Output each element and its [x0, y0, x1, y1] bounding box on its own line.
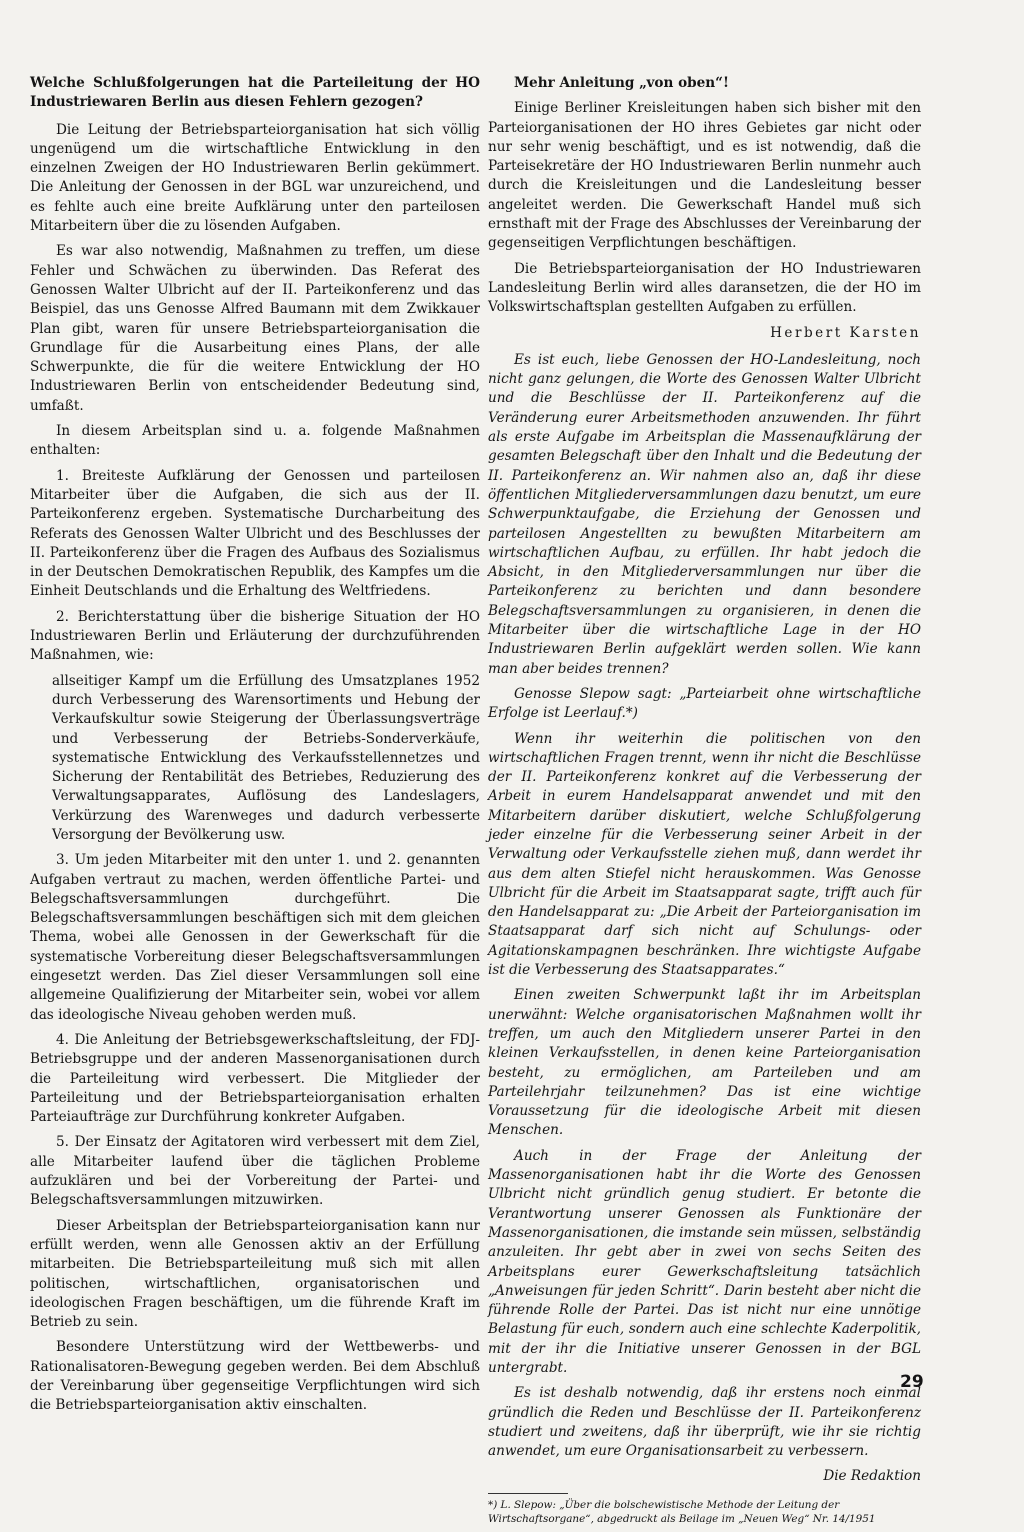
editorial-paragraph-1: Es ist euch, liebe Genossen der HO-Landesleitung, noch nicht ganz gelungen, die Worte des Genossen Walter Ulbricht und die Beschlüsse der II. Parteikonferenz auf die Veränderung eurer Arbeitsmethoden anzuwenden. Ihr führt als erste Aufgabe im Arbeitsplan die Massenaufklärung der gesamten Belegschaft über den Inhalt und die Bedeutung der II. Parteikonferenz an. Wir nahmen also an, daß ihr diese öffentlichen Mitgliederversammlungen dazu benutzt, um eure Schwerpunktaufgabe, die Erziehung der Genossen und parteilosen Angestellten zu bewußten Mitarbeitern am wirtschaftlichen Aufbau, zu erfüllen. Ihr habt jedoch die Absicht, in den Mitgliederversammlungen nur über die Parteikonferenz zu berichten und dann besondere Belegschaftsversammlungen zu organisieren, in denen die Mitarbeiter über die wirtschaftliche Lage in der HO Industriewaren Berlin aufgeklärt werden sollen. Wie kann man aber beides trennen?	[488, 351, 921, 677]
left-paragraph-1: Die Leitung der Betriebsparteiorganisation hat sich völlig ungenügend um die wirtschaftliche Entwicklung in den einzelnen Zweigen der HO Industriewaren Berlin gekümmert. Die Anleitung der Genossen in der BGL war unzureichend, und es fehlte auch eine breite Aufklärung unter den parteilosen Mitarbeitern über die zu lösenden Aufgaben.	[30, 121, 480, 235]
right-paragraph-2: Die Betriebsparteiorganisation der HO Industriewaren Landesleitung Berlin wird alles daransetzen, die der HO im Volkswirtschaftsplan gestellten Aufgaben zu erfüllen.	[488, 260, 921, 316]
editorial-paragraph-4: Einen zweiten Schwerpunkt laßt ihr im Arbeitsplan unerwähnt: Welche organisatorischen Maßnahmen wollt ihr treffen, um auch den Mitgliedern unserer Partei in den kleinen Verkaufsstellen, in denen keine Parteiorganisation besteht, zu ermöglichen, am Parteileben und am Parteilehrjahr teilzunehmen? Das ist eine wichtige Voraussetzung für die ideologische Arbeit mit diesen Menschen.	[488, 987, 921, 1139]
right-column	[488, 74, 921, 1532]
page-number: 29	[900, 1372, 924, 1392]
editorial-comment	[488, 351, 921, 1462]
editorial-signature: Die Redaktion	[823, 1468, 921, 1485]
list-item-3: 3. Um jeden Mitarbeiter mit den unter 1. und 2. genannten Aufgaben vertraut zu machen, werden öffentliche Partei- und Belegschaftsversammlungen durchgeführt. Die Belegschaftsversammlungen beschäftigen sich mit dem gleichen Thema, wobei alle Genossen in der Gewerkschaft für die systematische Vorbereitung dieser Belegschaftsversammlungen eingesetzt werden. Das Ziel dieser Versammlungen soll eine allgemeine Qualifizierung der Mitarbeiter sein, wobei vor allem das ideologische Niveau gehoben werden muß.	[30, 852, 480, 1023]
list-item-5: 5. Der Einsatz der Agitatoren wird verbessert mit dem Ziel, alle Mitarbeiter laufend über die täglichen Probleme aufzuklären und bei der Vorbereitung der Partei- und Belegschaftsversammlungen mitzuwirken.	[30, 1134, 480, 1209]
editorial-paragraph-6: Es ist deshalb notwendig, daß ihr erstens noch einmal gründlich die Reden und Beschlüsse der II. Parteikonferenz studiert und zweitens, daß ihr überprüft, wie ihr sie richtig anwendet, um eure Organisationsarbeit zu verbessern.	[488, 1385, 921, 1460]
left-heading: Welche Schlußfolgerungen hat die Parteileitung der HO Industriewaren Berlin aus diesen Fehlern gezogen?	[30, 75, 480, 111]
left-paragraph-closing-1: Dieser Arbeitsplan der Betriebsparteiorganisation kann nur erfüllt werden, wenn alle Genossen aktiv an der Erfüllung mitarbeiten. Die Betriebsparteileitung muß sich mit allen politischen, wirtschaftlichen, organisatorischen und ideologischen Fragen beschäftigen, um die führende Kraft im Betrieb zu sein.	[30, 1217, 480, 1331]
right-heading: Mehr Anleitung „von oben“!	[514, 75, 729, 91]
footnote: *) L. Slepow: „Über die bolschewistische Methode der Leitung der Wirtschaftsorgane“, abgedruckt als Beilage im „Neuen Weg“ Nr. 14/1951	[488, 1498, 876, 1525]
list-item-1: 1. Breiteste Aufklärung der Genossen und parteilosen Mitarbeiter über die Aufgaben, die sich aus der II. Parteikonferenz ergeben. Systematische Durcharbeitung des Referats des Genossen Walter Ulbricht und des Beschlusses der II. Parteikonferenz über die Fragen des Aufbaus des Sozialismus in der Deutschen Demokratischen Republik, des Kampfes um die Einheit Deutschlands und die Erhaltung des Weltfriedens.	[30, 467, 480, 600]
left-paragraph-2: Es war also notwendig, Maßnahmen zu treffen, um diese Fehler und Schwächen zu überwinden. Das Referat des Genossen Walter Ulbricht auf der II. Parteikonferenz und das Beispiel, das uns Genosse Alfred Baumann mit dem Zwikkauer Plan gibt, waren für unsere Betriebsparteiorganisation die Grundlage für die Ausarbeitung eines Plans, der alle Schwerpunkte, die für die weitere Entwicklung der HO Industriewaren Berlin von entscheidender Bedeutung sind, umfaßt.	[30, 243, 480, 414]
left-paragraph-3: In diesem Arbeitsplan sind u. a. folgende Maßnahmen enthalten:	[30, 423, 480, 459]
editorial-paragraph-5: Auch in der Frage der Anleitung der Massenorganisationen habt ihr die Worte des Genossen Ulbricht nicht gründlich genug studiert. Er betonte die Verantwortung unserer Genossen als Funktionäre der Massenorganisationen, die imstande sein müssen, selbständig anzuleiten. Ihr gebt aber in zwei von sechs Seiten des Arbeitsplans eurer Gewerkschaftsleitung tatsächlich „Anweisungen für jeden Schritt“. Darin besteht aber nicht die führende Rolle der Partei. Das ist nicht nur eine unnötige Belastung für euch, sondern auch eine schlechte Kaderpolitik, mit der ihr die Initiative unserer Genossen in der BGL untergrabt.	[488, 1147, 921, 1376]
list-item-4: 4. Die Anleitung der Betriebsgewerkschaftsleitung, der FDJ-Betriebsgruppe und der anderen Massenorganisationen durch die Parteileitung wird verbessert. Die Mitglieder der Parteileitung und der Betriebsparteiorganisation erhalten Parteiaufträge zur Durchführung konkreter Aufgaben.	[30, 1031, 480, 1126]
editorial-paragraph-2: Genosse Slepow sagt: „Parteiarbeit ohne wirtschaftliche Erfolge ist Leerlauf.*)	[488, 685, 921, 722]
list-item-2: 2. Berichterstattung über die bisherige Situation der HO Industriewaren Berlin und Erläuterung der durchzuführenden Maßnahmen, wie:	[30, 608, 480, 664]
footnote-divider	[488, 1493, 568, 1494]
editorial-paragraph-3: Wenn ihr weiterhin die politischen von den wirtschaftlichen Fragen trennt, wenn ihr nicht die Beschlüsse der II. Parteikonferenz konkret auf die Verbesserung der Arbeit in eurem Handelsapparat anwendet und mit den Mitarbeitern darüber diskutiert, welche Schlußfolgerung jeder einzelne für die Verbesserung seiner Arbeit in der Verwaltung oder Verkaufsstelle ziehen muß, dann werdet ihr aus dem alten Stiefel nicht herauskommen. Was Genosse Ulbricht für die Arbeit im Staatsapparat sagte, trifft auch für den Handelsapparat zu: „Die Arbeit der Parteiorganisation im Staatsapparat darf sich nicht auf Schulungs- oder Agitationskampagnen beschränken. Ihre wichtigste Aufgabe ist die Verbesserung des Staatsapparates.“	[488, 730, 921, 979]
left-column	[30, 74, 480, 1422]
author-signature: Herbert Karsten	[770, 324, 921, 341]
list-item-2-details: allseitiger Kampf um die Erfüllung des Umsatzplanes 1952 durch Verbesserung des Warensortiments und Hebung der Verkaufskultur sowie Steigerung der Überlassungsverträge und Verbesserung der Betriebs-Sonderverkäufe, systematische Entwicklung des Verkaufsstellennetzes und Sicherung der Rentabilität des Betriebes, Reduzierung des Verwaltungsapparates, Auflösung des Landeslagers, Verkürzung des Warenweges und dadurch verbesserte Versorgung der Bevölkerung usw.	[52, 672, 480, 843]
right-paragraph-1: Einige Berliner Kreisleitungen haben sich bisher mit den Parteiorganisationen der HO ihres Gebietes gar nicht oder nur sehr wenig beschäftigt, und es ist notwendig, daß die Parteisekretäre der HO Industriewaren Berlin nunmehr auch durch die Kreisleitungen und die Landesleitung besser angeleitet werden. Die Gewerkschaft Handel muß sich ernsthaft mit der Frage des Abschlusses der Vereinbarung der gegenseitigen Verpflichtungen beschäftigen.	[488, 100, 921, 252]
left-paragraph-closing-2: Besondere Unterstützung wird der Wettbewerbs- und Rationalisatoren-Bewegung gegeben werden. Bei dem Abschluß der Vereinbarung über gegenseitige Verpflichtungen wird sich die Betriebsparteiorganisation aktiv einschalten.	[30, 1339, 480, 1414]
